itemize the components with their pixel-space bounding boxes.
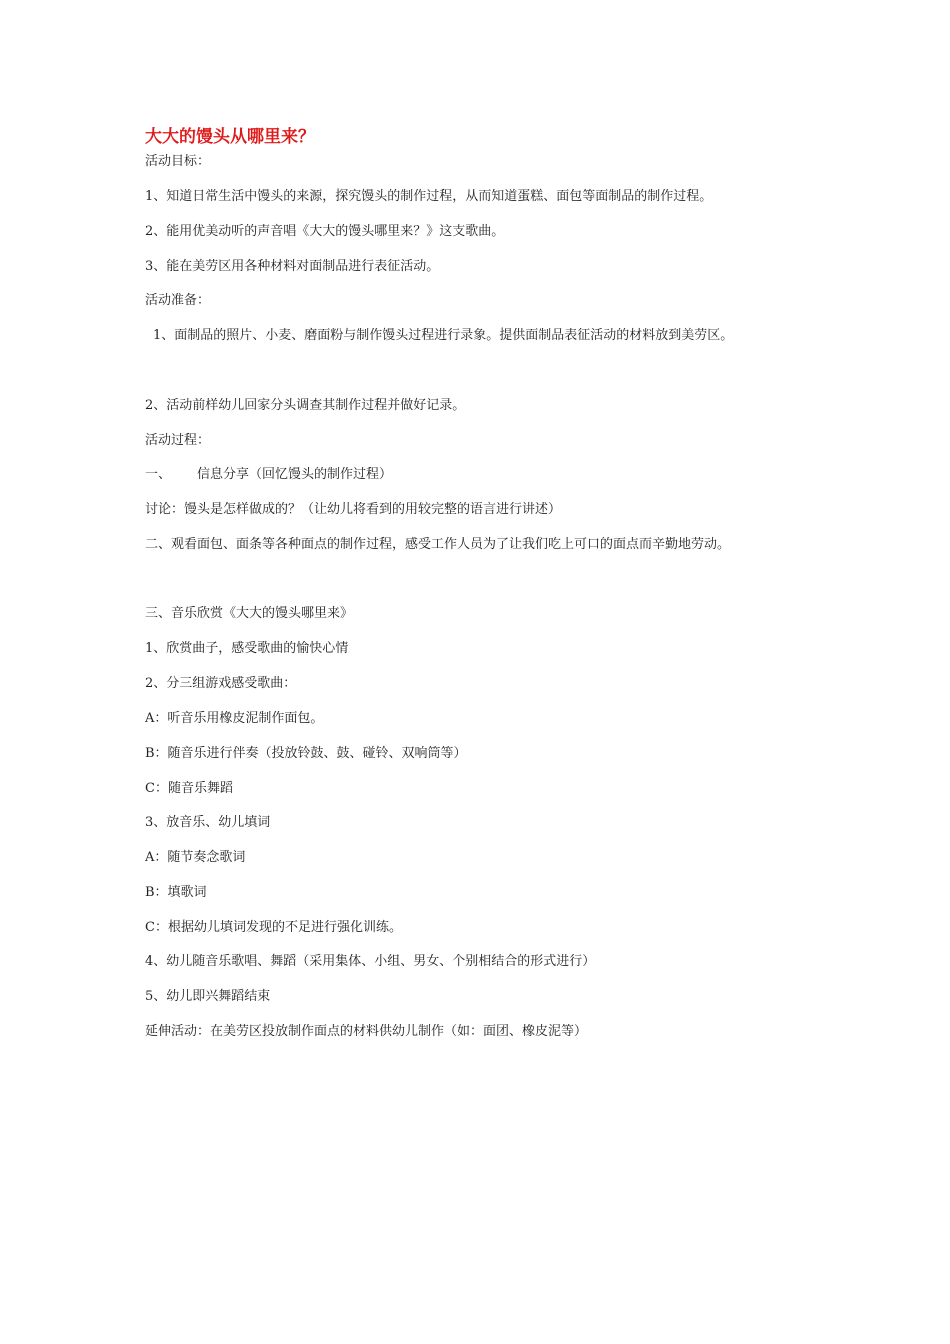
music-step: 4、幼儿随音乐歌唱、舞蹈（采用集体、小组、男女、个别相结合的形式进行）: [145, 954, 596, 969]
section-one-number: 一、: [145, 467, 172, 482]
discussion-text: 讨论：馒头是怎样做成的？（让幼儿将看到的用较完整的语言进行讲述）: [145, 502, 562, 517]
music-step: 2、分三组游戏感受歌曲：: [145, 676, 297, 691]
process-heading: 活动过程：: [145, 433, 211, 448]
music-step: C：随音乐舞蹈: [145, 781, 233, 796]
extension-activity: 延伸活动：在美劳区投放制作面点的材料供幼儿制作（如：面团、橡皮泥等）: [145, 1024, 588, 1039]
goal-item: 2、能用优美动听的声音唱《大大的馒头哪里来？》这支歌曲。: [145, 224, 505, 239]
music-step: B：填歌词: [145, 885, 207, 900]
document-page: [145, 0, 845, 1344]
section-one: [145, 466, 392, 484]
music-step: B：随音乐进行伴奏（投放铃鼓、鼓、碰铃、双响筒等）: [145, 746, 467, 761]
music-step: A：听音乐用橡皮泥制作面包。: [145, 711, 324, 726]
goals-heading: 活动目标：: [145, 154, 211, 169]
document-title: 大大的馒头从哪里来？: [145, 127, 315, 147]
goal-item: 3、能在美劳区用各种材料对面制品进行表征活动。: [145, 259, 440, 274]
prep-heading: 活动准备：: [145, 293, 211, 308]
goal-item: 1、知道日常生活中馒头的来源，探究馒头的制作过程，从而知道蛋糕、面包等面制品的制作过程。: [145, 189, 713, 204]
section-two: 二、观看面包、面条等各种面点的制作过程，感受工作人员为了让我们吃上可口的面点而辛勤地劳动。: [145, 537, 731, 552]
music-step: 5、幼儿即兴舞蹈结束: [145, 989, 271, 1004]
section-three: 三、音乐欣赏《大大的馒头哪里来》: [145, 606, 354, 621]
prep-item: 1、面制品的照片、小麦、磨面粉与制作馒头过程进行录象。提供面制品表征活动的材料放到美劳区。: [153, 328, 734, 343]
prep-item: 2、活动前样幼儿回家分头调查其制作过程并做好记录。: [145, 398, 466, 413]
music-step: 3、放音乐、幼儿填词: [145, 815, 271, 830]
music-step: 1、欣赏曲子，感受歌曲的愉快心情: [145, 641, 349, 656]
music-step: C：根据幼儿填词发现的不足进行强化训练。: [145, 920, 402, 935]
section-one-text: 信息分享（回忆馒头的制作过程）: [197, 467, 393, 482]
music-step: A：随节奏念歌词: [145, 850, 246, 865]
